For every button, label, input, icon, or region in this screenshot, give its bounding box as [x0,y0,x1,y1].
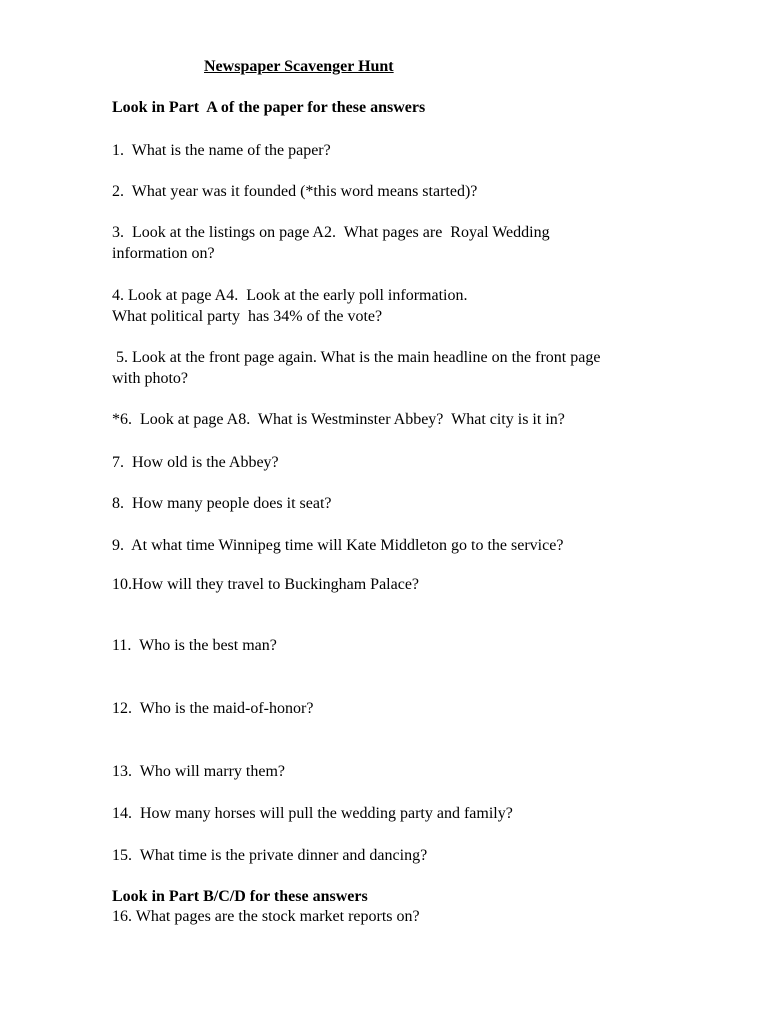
question-3-line-2: information on? [112,245,215,262]
question-12: 12. Who is the maid-of-honor? [112,700,314,717]
question-11: 11. Who is the best man? [112,637,277,654]
question-16: 16. What pages are the stock market reports on? [112,908,420,925]
question-1: 1. What is the name of the paper? [112,142,331,159]
question-4-line-2: What political party has 34% of the vote? [112,308,383,325]
document-title: Newspaper Scavenger Hunt [204,58,394,75]
question-5-line-1: 5. Look at the front page again. What is the main headline on the front page [112,349,601,366]
section-heading-part-bcd: Look in Part B/C/D for these answers [112,888,368,905]
section-heading-part-a: Look in Part A of the paper for these answers [112,99,426,116]
question-10: 10.How will they travel to Buckingham Palace? [112,576,420,593]
question-2: 2. What year was it founded (*this word means started)? [112,183,478,200]
question-9: 9. At what time Winnipeg time will Kate Middleton go to the service? [112,537,564,554]
question-3-line-1: 3. Look at the listings on page A2. What pages are Royal Wedding [112,224,550,241]
question-8: 8. How many people does it seat? [112,495,332,512]
question-4-line-1: 4. Look at page A4. Look at the early poll information. [112,287,468,304]
question-7: 7. How old is the Abbey? [112,454,279,471]
question-5-line-2: with photo? [112,370,188,387]
question-14: 14. How many horses will pull the wedding party and family? [112,805,513,822]
question-15: 15. What time is the private dinner and dancing? [112,847,428,864]
question-6: *6. Look at page A8. What is Westminster Abbey? What city is it in? [112,411,565,428]
question-13: 13. Who will marry them? [112,763,285,780]
